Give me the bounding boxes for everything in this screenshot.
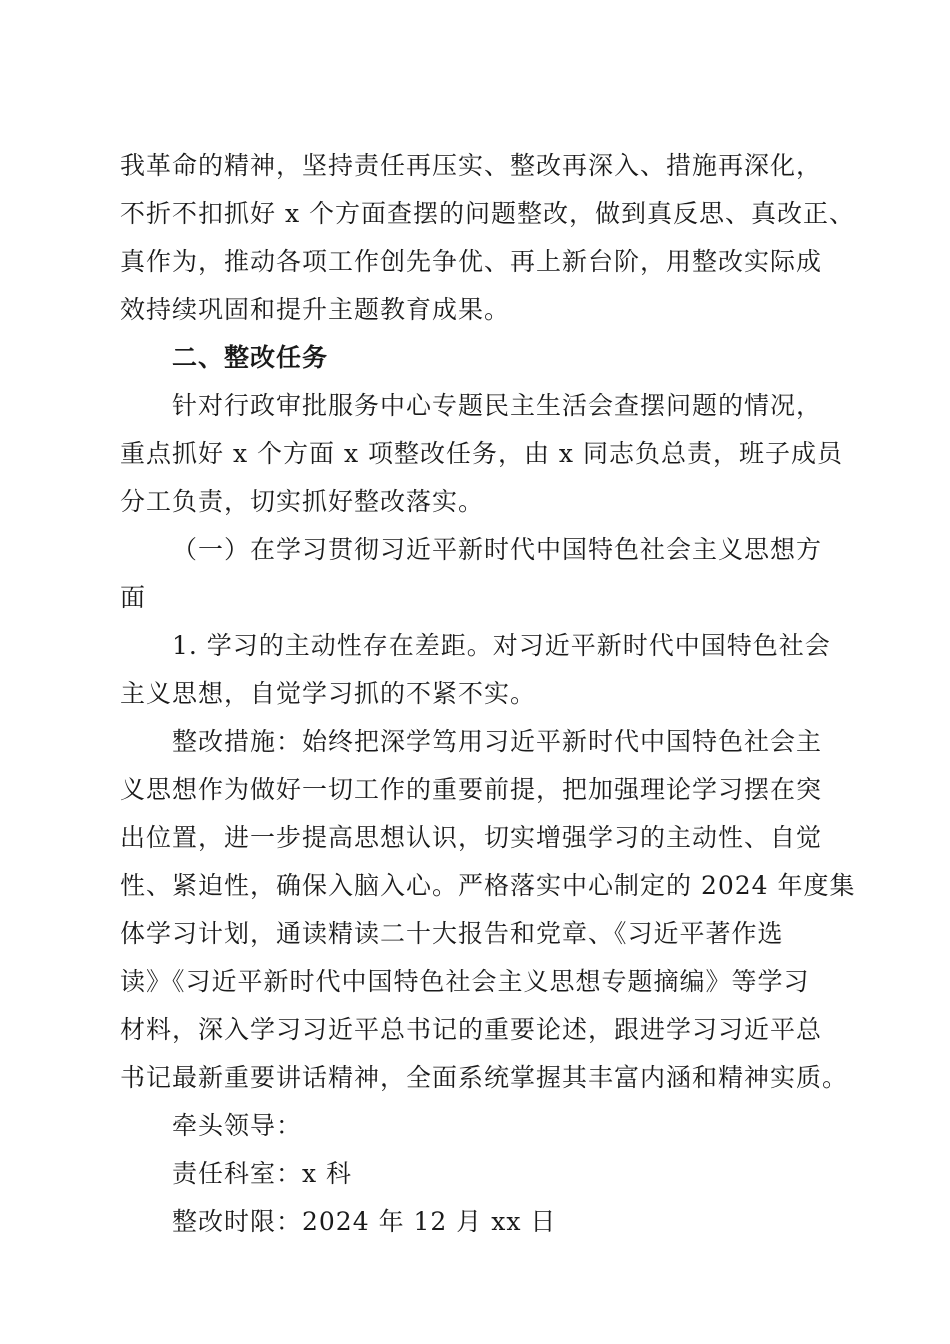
text-line: 主义思想，自觉学习抓的不紧不实。 bbox=[120, 679, 537, 708]
text-line: 出位置，进一步提高思想认识，切实增强学习的主动性、自觉 bbox=[120, 823, 823, 852]
subsection-heading bbox=[120, 526, 830, 622]
text-line: 性、紧迫性，确保入脑入心。严格落实中心制定的 2024 年度集 bbox=[120, 871, 856, 900]
text-line: 读》《习近平新时代中国特色社会主义思想专题摘编》等学习 bbox=[120, 967, 810, 996]
rectification-deadline: 整改时限：2024 年 12 月 xx 日 bbox=[172, 1207, 557, 1236]
section-heading: 二、整改任务 bbox=[172, 343, 329, 372]
text-line: （一）在学习贯彻习近平新时代中国特色社会主义思想方 bbox=[172, 535, 823, 564]
text-line: 体学习计划，通读精读二十大报告和党章、《习近平著作选 bbox=[120, 919, 784, 948]
text-line: 材料，深入学习习近平总书记的重要论述，跟进学习习近平总 bbox=[120, 1015, 823, 1044]
text-line: 书记最新重要讲话精神，全面系统掌握其丰富内涵和精神实质。 bbox=[120, 1063, 849, 1092]
measures-paragraph bbox=[120, 718, 856, 1102]
text-line: 针对行政审批服务中心专题民主生活会查摆问题的情况， bbox=[172, 391, 823, 420]
text-line: 不折不扣抓好 x 个方面查摆的问题整改，做到真反思、真改正、 bbox=[120, 199, 855, 228]
responsible-department: 责任科室：x 科 bbox=[172, 1159, 353, 1188]
text-line: 效持续巩固和提升主题教育成果。 bbox=[120, 295, 511, 324]
document-body bbox=[120, 142, 856, 1246]
text-line: 真作为，推动各项工作创先争优、再上新台阶，用整改实际成 bbox=[120, 247, 823, 276]
text-line: 我革命的精神，坚持责任再压实、整改再深入、措施再深化， bbox=[120, 151, 823, 180]
text-line: 重点抓好 x 个方面 x 项整改任务，由 x 同志负总责，班子成员 bbox=[120, 439, 843, 468]
text-line: 1. 学习的主动性存在差距。对习近平新时代中国特色社会 bbox=[172, 631, 831, 660]
text-line: 义思想作为做好一切工作的重要前提，把加强理论学习摆在突 bbox=[120, 775, 823, 804]
intro-paragraph bbox=[120, 142, 855, 334]
text-line: 面 bbox=[120, 583, 147, 612]
text-line: 整改措施：始终把深学笃用习近平新时代中国特色社会主 bbox=[172, 727, 823, 756]
lead-leader: 牵头领导： bbox=[172, 1111, 303, 1140]
text-line: 分工负责，切实抓好整改落实。 bbox=[120, 487, 485, 516]
section-paragraph bbox=[120, 382, 843, 526]
problem-paragraph bbox=[120, 622, 830, 718]
